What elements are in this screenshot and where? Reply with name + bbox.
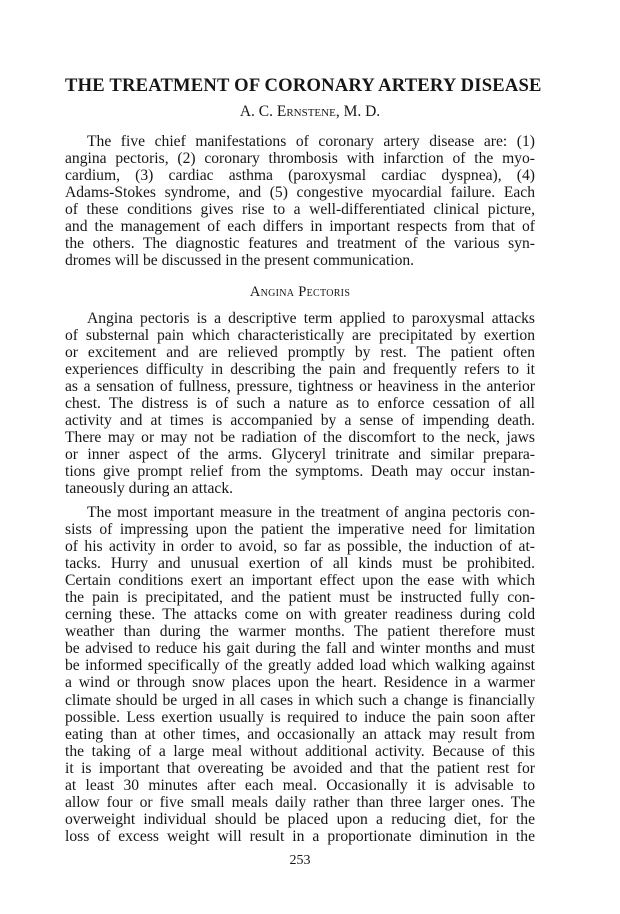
text-line: possible. Less exertion usually is required to induce the pain soon after bbox=[65, 708, 535, 726]
text-line: Adams-Stokes syndrome, and (5) congestive myocardial failure. Each bbox=[65, 184, 535, 202]
paragraph-angina-definition bbox=[65, 310, 535, 498]
text-line: of his activity in order to avoid, so far as possible, the induction of at- bbox=[65, 538, 535, 556]
page-number: 253 bbox=[289, 853, 311, 868]
text-line: tions give prompt relief from the symptoms. Death may occur instan- bbox=[65, 463, 535, 481]
text-line: of substernal pain which characteristically are precipitated by exertion bbox=[65, 327, 535, 345]
text-line: chest. The distress is of such a nature as to enforce cessation of all bbox=[65, 395, 535, 413]
text-line: a wind or through snow places upon the heart. Residence in a warmer bbox=[65, 674, 535, 692]
text-line: loss of excess weight will result in a proportionate diminution in the bbox=[65, 827, 535, 845]
text-line: of these conditions gives rise to a well-differentiated clinical picture, bbox=[65, 201, 535, 219]
text-line: activity and at times is accompanied by a sense of impending death. bbox=[65, 412, 535, 430]
text-line: taneously during an attack. bbox=[65, 480, 234, 498]
section-heading: Angina Pectoris bbox=[249, 284, 351, 300]
text-line: it is important that overeating be avoided and that the patient rest for bbox=[65, 759, 535, 777]
text-line: or inner aspect of the arms. Glyceryl trinitrate and similar prepara- bbox=[65, 446, 535, 464]
text-line: be informed specifically of the greatly added load which walking against bbox=[65, 657, 535, 675]
paragraph-angina-treatment bbox=[65, 504, 535, 845]
text-line: at least 30 minutes after each meal. Occasionally it is advisable to bbox=[65, 776, 535, 794]
text-line: climate should be urged in all cases in which such a change is financially bbox=[65, 691, 535, 709]
text-line: overweight individual should be placed upon a reducing diet, for the bbox=[65, 810, 535, 828]
text-line: Angina pectoris is a descriptive term applied to paroxysmal attacks bbox=[87, 310, 535, 327]
article-title: THE TREATMENT OF CORONARY ARTERY DISEASE bbox=[65, 75, 542, 96]
text-line: weather than during the warmer months. The patient therefore must bbox=[65, 623, 535, 641]
text-line: or excitement and are relieved promptly by rest. The patient often bbox=[65, 344, 535, 362]
text-line: The most important measure in the treatment of angina pectoris con- bbox=[87, 504, 535, 521]
text-line: be advised to reduce his gait during the fall and winter months and must bbox=[65, 640, 535, 658]
text-line: sists of impressing upon the patient the imperative need for limitation bbox=[65, 521, 535, 539]
text-line: experiences difficulty in describing the pain and frequently refers to it bbox=[65, 361, 535, 379]
text-line: Certain conditions exert an important effect upon the ease with which bbox=[65, 572, 535, 590]
text-line: There may or may not be radiation of the discomfort to the neck, jaws bbox=[65, 429, 535, 447]
paragraph-intro bbox=[65, 133, 535, 269]
author-byline: A. C. Ernstene, M. D. bbox=[239, 103, 381, 120]
text-line: as a sensation of fullness, pressure, tightness or heaviness in the anterior bbox=[65, 378, 535, 396]
text-line: the taking of a large meal without additional activity. Because of this bbox=[65, 742, 535, 760]
text-line: and the management of each differs in important respects from that of bbox=[65, 218, 535, 236]
text-line: dromes will be discussed in the present communication. bbox=[65, 252, 415, 270]
text-line: eating than at other times, and occasionally an attack may result from bbox=[65, 725, 535, 743]
text-line: angina pectoris, (2) coronary thrombosis with infarction of the myo- bbox=[65, 150, 535, 168]
text-line: cerning these. The attacks come on with greater readiness during cold bbox=[65, 606, 535, 624]
text-line: cardium, (3) cardiac asthma (paroxysmal cardiac dyspnea), (4) bbox=[65, 167, 535, 185]
text-line: allow four or five small meals daily rather than three larger ones. The bbox=[65, 793, 535, 811]
text-line: the pain is precipitated, and the patient must be instructed fully con- bbox=[65, 589, 535, 607]
text-line: the others. The diagnostic features and treatment of the various syn- bbox=[65, 235, 535, 253]
text-line: The five chief manifestations of coronary artery disease are: (1) bbox=[87, 133, 535, 150]
text-line: tacks. Hurry and unusual exertion of all kinds must be prohibited. bbox=[65, 555, 535, 573]
